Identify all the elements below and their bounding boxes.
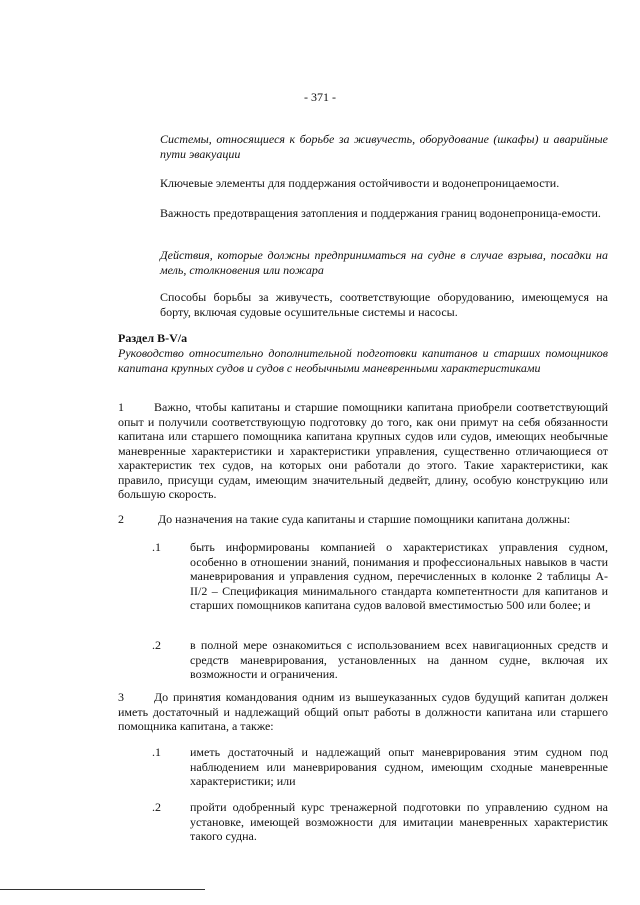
intro-item-damage-control-systems: Системы, относящиеся к борьбе за живучесть, оборудование (шкафы) и аварийные пути эвакуации bbox=[160, 132, 608, 161]
paragraph-3 bbox=[118, 690, 608, 734]
intro-item-methods: Способы борьбы за живучесть, соответствующие оборудованию, имеющемуся на борту, включая судовые осушительные системы и насосы. bbox=[160, 290, 608, 319]
section-title: Раздел В-V/а bbox=[118, 331, 188, 345]
subitem-2-1-text: быть информированы компанией о характеристиках управления судном, особенно в отношении знаний, понимания и профессиональных навыков в части маневрирования и управления судном, перечисленных в колонке 2 таблицы A-II/2 – Спецификация минимального стандарта компетентности для капитанов и старших помощников капитана судов валовой вместимостью 500 или более; и bbox=[190, 540, 608, 612]
intro-item-flooding: Важность предотвращения затопления и поддержания границ водонепроница-емости. bbox=[160, 206, 601, 220]
paragraph-1 bbox=[118, 400, 608, 502]
subitem-2-2-text: в полной мере ознакомиться с использованием всех навигационных средств и средств маневрирования, установленных на данном судне, включая их возможности и ограничения. bbox=[190, 638, 608, 681]
footnote-divider bbox=[0, 889, 205, 890]
intro-item-actions: Действия, которые должны предприниматься на судне в случае взрыва, посадки на мель, столкновения или пожара bbox=[160, 248, 608, 277]
intro-item-stability: Ключевые элементы для поддержания остойчивости и водонепроницаемости. bbox=[160, 176, 560, 190]
paragraph-2-text: До назначения на такие суда капитаны и старшие помощники капитана должны: bbox=[158, 512, 571, 526]
subitem-2-1-number: .1 bbox=[152, 540, 161, 554]
subitem-3-2-text: пройти одобренный курс тренажерной подготовки по управлению судном на установке, имеющей возможности для имитации маневренных характеристик такого судна. bbox=[190, 800, 608, 843]
subitem-3-2-number: .2 bbox=[152, 800, 161, 814]
subitem-3-1-text: иметь достаточный и надлежащий опыт маневрирования этим судном под наблюдением или маневрирования судном, имеющим сходные маневренные характеристики; или bbox=[190, 745, 608, 788]
paragraph-1-text: Важно, чтобы капитаны и старшие помощники капитана приобрели соответствующий опыт и получили соответствующую подготовку до того, как они примут на себя обязанности капитана или старшего помощника капитана крупных судов или судов, имеющих необычные маневренные характеристики и характеристики управления, существенно отличающиеся от характеристик тех судов, на которых они работали до этого. Такие характеристики, как правило, присущи судам, имеющим значительный дедвейт, длину, особую конструкцию или большую скорость. bbox=[118, 400, 608, 501]
paragraph-1-number: 1 bbox=[118, 400, 124, 414]
subitem-2-2-number: .2 bbox=[152, 638, 161, 652]
paragraph-3-text: До принятия командования одним из вышеуказанных судов будущий капитан должен иметь достаточный и надлежащий общий опыт работы в должности капитана или старшего помощника капитана, а также: bbox=[118, 690, 608, 733]
page-number: - 371 - bbox=[304, 90, 336, 104]
paragraph-2-number: 2 bbox=[118, 512, 124, 526]
paragraph-3-number: 3 bbox=[118, 690, 124, 704]
subitem-3-1-number: .1 bbox=[152, 745, 161, 759]
section-subtitle: Руководство относительно дополнительной подготовки капитанов и старших помощников капитана крупных судов и судов с необычными маневренными характеристиками bbox=[118, 346, 608, 375]
